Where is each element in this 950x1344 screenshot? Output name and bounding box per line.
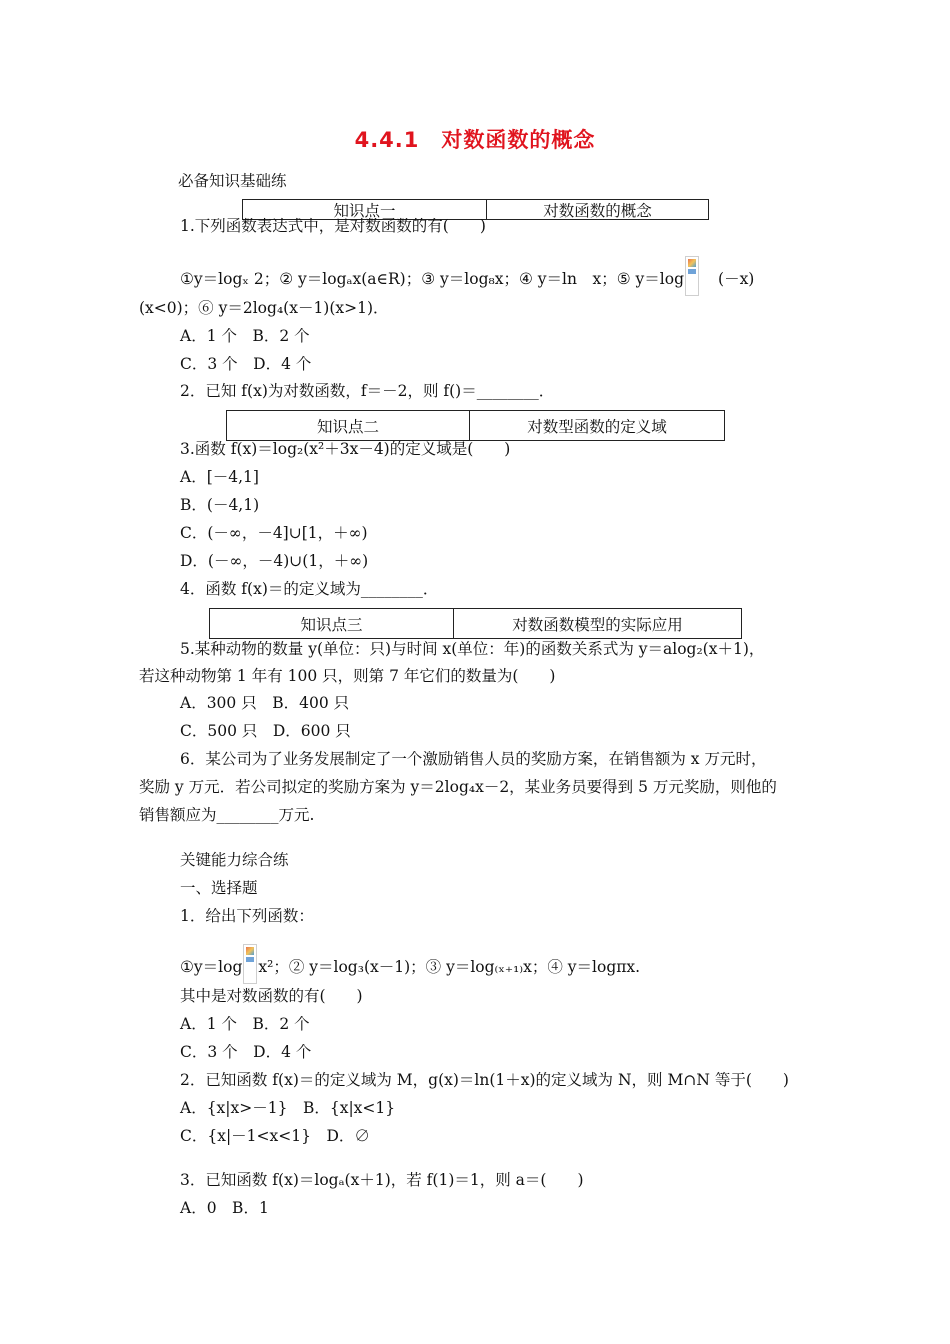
page-title: 4.4.1 对数函数的概念 <box>354 128 596 152</box>
question-6-line-3: 销售额应为________万元. <box>139 806 315 824</box>
s2-question-2-options-ab: A．{x|x>－1} B．{x|x<1} <box>180 1099 396 1117</box>
s2-question-2-options-cd: C．{x|－1<x<1} D．∅ <box>180 1127 370 1145</box>
question-1-options-ab: A．1 个 B．2 个 <box>180 327 310 345</box>
question-3-option-c: C．(－∞，－4]∪[1，＋∞) <box>180 524 368 542</box>
broken-image-icon <box>243 944 257 984</box>
s2-question-2-stem: 2．已知函数 f(x)＝的定义域为 M，g(x)＝ln(1＋x)的定义域为 N，则 M∩N 等于( ) <box>180 1071 789 1089</box>
s2-question-3-stem: 3．已知函数 f(x)＝logₐ(x＋1)，若 f(1)＝1，则 a＝( ) <box>180 1171 584 1189</box>
s2-question-3-options-ab: A．0 B．1 <box>180 1199 269 1217</box>
broken-image-icon <box>685 256 699 296</box>
question-5-line-2: 若这种动物第 1 年有 100 只，则第 7 年它们的数量为( ) <box>139 667 556 685</box>
knowledge-point-topic: 对数型函数的定义域 <box>527 417 667 436</box>
question-3-option-b: B．(－4,1) <box>180 496 260 514</box>
question-3-option-a: A．[－4,1] <box>180 468 259 486</box>
question-1-formula-tail: (－x) <box>718 270 755 288</box>
s2-question-1-formula <box>180 944 640 984</box>
question-3-stem: 3.函数 f(x)＝log₂(x²＋3x－4)的定义域是( ) <box>180 440 511 458</box>
question-5-options-cd: C．500 只 D．600 只 <box>180 722 351 740</box>
s2-question-1-formula-tail: x²；② y＝log₃(x－1)；③ y＝log₍ₓ₊₁₎x；④ y＝logπx. <box>258 958 641 976</box>
knowledge-point-table-2 <box>226 410 725 441</box>
knowledge-point-label: 知识点一 <box>243 200 487 219</box>
s2-question-1-options-ab: A．1 个 B．2 个 <box>180 1015 310 1033</box>
s2-question-1-formula-head: ①y＝log <box>180 958 243 976</box>
s2-question-1-options-cd: C．3 个 D．4 个 <box>180 1043 312 1061</box>
question-1-options-cd: C．3 个 D．4 个 <box>180 355 312 373</box>
section-heading-basic: 必备知识基础练 <box>178 172 287 190</box>
question-6-line-1: 6．某公司为了业务发展制定了一个激励销售人员的奖励方案，在销售额为 x 万元时， <box>180 750 767 768</box>
question-1-stem: 1.下列函数表达式中，是对数函数的有( ) <box>180 217 486 235</box>
knowledge-point-topic: 对数函数模型的实际应用 <box>512 615 683 634</box>
subsection-heading: 一、选择题 <box>180 879 258 897</box>
section-heading-ability: 关键能力综合练 <box>180 851 289 869</box>
question-4: 4．函数 f(x)＝的定义域为________． <box>180 580 439 598</box>
question-1-formula-line <box>180 256 754 296</box>
question-3-option-d: D．(－∞，－4)∪(1，＋∞) <box>180 552 369 570</box>
knowledge-point-label: 知识点三 <box>210 609 454 638</box>
question-6-line-2: 奖励 y 万元．若公司拟定的奖励方案为 y＝2log₄x－2，某业务员要得到 5 万元奖励，则他的 <box>139 778 777 796</box>
s2-question-1-stem: 1．给出下列函数： <box>180 907 314 925</box>
question-1-formula-line-2: (x<0)；⑥ y＝2log₄(x－1)(x>1)． <box>139 299 389 317</box>
s2-question-1-ask: 其中是对数函数的有( ) <box>180 987 363 1005</box>
question-5-line-1: 5.某种动物的数量 y(单位：只)与时间 x(单位：年)的函数关系式为 y＝alog₂(x＋1)， <box>180 640 765 658</box>
knowledge-point-table-3 <box>209 608 742 639</box>
question-1-formula-text: ①y＝logₓ 2；② y＝logₐx(a∈R)；③ y＝log₈x；④ y＝ln x；⑤ y＝log <box>180 270 685 288</box>
knowledge-point-topic: 对数函数的概念 <box>543 201 652 220</box>
question-5-options-ab: A．300 只 B．400 只 <box>180 694 350 712</box>
knowledge-point-label: 知识点二 <box>227 411 470 440</box>
question-2: 2．已知 f(x)为对数函数，f＝－2，则 f()＝________． <box>180 382 555 400</box>
